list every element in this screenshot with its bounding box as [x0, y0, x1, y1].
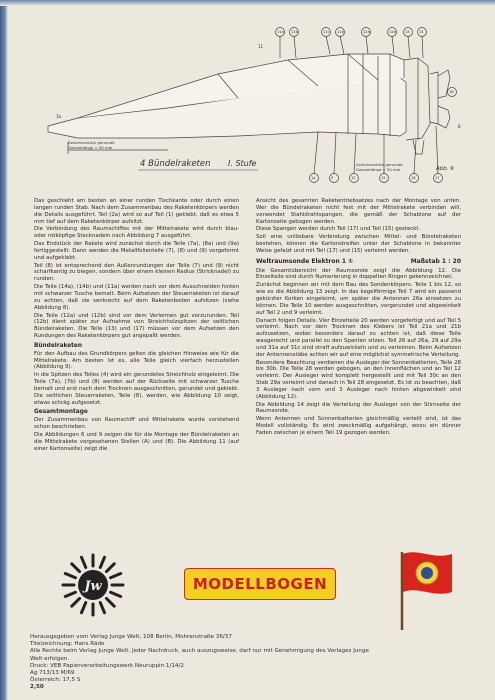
part-label: 14 — [419, 29, 424, 34]
part-label: 13 — [405, 29, 410, 34]
paragraph: Die Abbildungen 6 und 9 zeigen die für die Montage der Bündelraketen an die Mittelrakete vorgesehenen Stellen (A) und (B). Die Abbildung 11 (auf einer Kartonseite) zeigt die — [34, 432, 239, 452]
imprint-line: Druck: VEB Papierverarbeitungswerk Neuruppin 1/14/2 — [30, 662, 184, 669]
part-label: 11c — [323, 29, 330, 34]
imprint-line: Welt erfolgen. — [30, 655, 70, 662]
left-column — [34, 198, 239, 454]
paragraph: Das Endstück der Rakete wird zunächst durch die Teile (7a), (8a) und (9a) fertiggestellt. Dann werden die Metallfolienteile (7), (8) und (9) vorgeformt und aufgeklebt. — [34, 241, 239, 261]
part-label: 17 — [435, 175, 440, 180]
sun-ray — [106, 564, 114, 572]
rocket-diagram — [18, 14, 486, 194]
imprint — [30, 634, 460, 692]
part-label: 12a — [363, 29, 370, 34]
footer — [30, 542, 460, 692]
paragraph: Besondere Beachtung verdienen die Ausleger der Sonnenbatterien, Teile 28 bis 30b. Die Teile 28 werden gebogen, an den Innenflächen und an Teil 12 verleimt. Der Ausleger wird komplett hergestellt und mit Teil 30c an den Stab 29a verleimt und danach in Teil 28 eingesetzt. Es ist zu beachten, daß 3 Ausleger nach vorn und 3 Ausleger nach hinten abgewinkelt sind (Abbildung 12). — [256, 359, 461, 400]
junge-welt-logo — [60, 552, 126, 618]
part-label: 18 — [449, 89, 454, 94]
section-heading — [256, 259, 461, 266]
paragraph: In die Spitzen des Teiles (4) wird ein gerundetes Streichholz eingeleimt. Die Teile (7a), (7b) und (8) werden auf der Rückseite mit schwarzer Tusche bemalt und erst nach dem Trocknen ausgeschnitten, gerundet und geklebt. Die seitlichen Steuerraketen, Teile (8), werden, wie Abbildung 10 zeigt, etwas schräg aufgesetzt. — [34, 372, 239, 406]
part-label: 11 — [258, 44, 264, 49]
paragraph: Die Gesamtübersicht der Raumsonde zeigt die Abbildung 12. Die Einzelteile sind durch Numerierung in doppelten Ringen gekennzeichnet. — [256, 267, 461, 281]
sun-ray — [82, 557, 86, 567]
part-label: 15 — [381, 175, 386, 180]
buendel-paragraphs — [34, 351, 239, 407]
right-column — [256, 198, 461, 438]
sun-ray — [100, 603, 104, 613]
section-title: Weltraumsonde Elektron 1 — [256, 257, 347, 265]
part-label: 11b — [291, 29, 298, 34]
flag-emblem — [388, 546, 460, 636]
gesamt-paragraphs — [34, 417, 239, 452]
cover-edge — [0, 0, 8, 700]
paragraph: Die Abbildung 14 zeigt die Verteilung der Ausleger von der Stirnseite der Raumsonde. — [256, 401, 461, 415]
right-paragraphs-top — [256, 198, 461, 255]
stage-caption-suffix: I. Stufe — [228, 159, 257, 168]
stage-caption: 4 Bündelraketen — [140, 159, 211, 169]
sun-ray — [65, 592, 75, 596]
cover-top-edge — [0, 0, 495, 6]
paragraph: Soll eine unlösbare Verbindung zwischen Mittel- und Bündelraketen bestehen, können die Kartonstreifen unter der Schablone in bekannter Weise gefalzt und mit Teil (17) und (15) verleimt werden. — [256, 234, 461, 254]
paragraph: Teil (8) ist entsprechend den Außenrundungen der Teile (7) und (9) nicht scharfkantig zu biegen, sondern über einem kleinen Radius (Stricknadel) zu runden. — [34, 262, 239, 283]
heading-gesamtmontage: Gesamtmontage — [34, 409, 88, 416]
note-left-2: Gesamtlänge = 90 mm — [68, 145, 113, 150]
paragraph: Die Teile (12a) und (12b) sind vor dem Verleimen gut vorzurunden. Teil (12b) dient später zur Aufnahme von Streichholzspitzen der seitlichen Bündelraketen. Die Teile (13) und (17) müssen vor dem Aufsetzen den Rundungen des Raketenkörpers gut angepaßt werden. — [34, 312, 239, 340]
part-label: 11a — [277, 29, 284, 34]
paragraph: Wenn Antennen und Sonnenbatterien gleichmäßig verteilt sind, ist das Modell vollständig. Es wird zweckmäßig aufgehängt, wozu ein dünner Faden zwischen je einem Teil 19 gezogen werden. — [256, 416, 461, 436]
sun-ray — [106, 598, 114, 606]
sun-ray — [65, 574, 75, 578]
badge-text: MODELLBOGEN — [192, 575, 328, 593]
sun-ray — [111, 592, 121, 596]
section-circle: ① — [348, 257, 354, 265]
note-right-2: Gesamtlänge = 30 mm — [356, 167, 401, 172]
imprint-line: Ag 713/13 M/69 — [30, 670, 75, 677]
figure-number: Abb. 9 — [436, 166, 454, 172]
paragraph: Für den Aufbau des Grundkörpers gelten die gleichen Hinweise wie für die Mittelrakete. Am besten ist es, alle Teile gleich vierfach herzustellen (Abbildung 9). — [34, 350, 239, 371]
imprint-line: 2,50 — [30, 684, 44, 691]
part-label: 12b — [389, 29, 396, 34]
note-right-1: Zwischenstück gerundet — [356, 162, 403, 167]
part-label: 16 — [411, 175, 416, 180]
paragraph: Das geschieht am besten an einer runden Tischkante oder durch einen langen runden Stab. Nach dem Zusammenbau des Raketenkörpers werden die Details ausgeführt. Teil (2a) wird so auf Teil (1) geklebt, daß es etwa 5 mm tief auf dem Raketenkörper aufsitzt. — [34, 198, 239, 225]
imprint-line: Alle Rechte beim Verlag Junge Welt. Jeder Nachdruck, auch auszugsweise, darf nur mit Genehmigung des Verlages Junge — [30, 648, 369, 655]
part-label: 11d — [337, 29, 344, 34]
heading-buendelraketen: Bündelraketen — [34, 342, 82, 349]
paragraph: Der Zusammenbau von Raumschiff und Mittelrakete wurde vorstehend schon beschrieben. — [34, 417, 239, 431]
sun-ray — [72, 564, 80, 572]
paragraph: Diese Spangen werden durch Teil (17) und Teil (15) gesteckt. — [256, 226, 421, 233]
logo-text: Jw — [84, 579, 102, 594]
part-label: 9 — [331, 175, 334, 180]
sun-ray — [72, 598, 80, 606]
imprint-line: Titelzeichnung: Hans Räde — [30, 641, 105, 648]
modellbogen-badge — [184, 568, 336, 600]
sun-ray — [100, 557, 104, 567]
note-left-1: Zwischenstück gerundet — [68, 140, 115, 145]
sun-ray — [111, 574, 121, 578]
left-paragraphs — [34, 198, 239, 340]
right-paragraphs-bottom — [256, 268, 461, 437]
paragraph: Die Verbindung des Raumschiffes mit der Mittelrakete wird durch blau- oder rotköpfige Stecknadeln nach Abbildung 7 ausgeführt. — [34, 226, 239, 240]
part-label: 8 — [458, 124, 461, 129]
imprint-line: Österreich: 17,5 S — [30, 677, 81, 684]
paragraph: Ansicht des gesamten Raketentriebsatzes nach der Montage von unten. Wer die Bündelraketen nicht fest mit der Mittelrakete verbinden will, verwendet Stahldrahtspangen, die gemäß der Schablone auf der Kartonseite gebogen werden. — [256, 198, 461, 225]
part-label: 10 — [351, 175, 356, 180]
paragraph: Danach folgen Details. Vier Einzelteile 20 werden vorgefertigt und auf Teil 5 verleimt. Nach vor dem Trocknen des Klebers ist Teil 21a und 21b aufzusetzen, wobei besonders darauf zu achten ist, daß diese Teile waagerecht und parallel zu den Spanten sitzen. Teil 26 auf 26a, 29 auf 29a und 31a auf 31c sind straff aufzuwickeln und zu verleimen. Beim Aufsetzen der Antennenstäbe achten wir auf eine möglichst symmetrische Verteilung. — [256, 317, 461, 358]
sun-ray — [82, 603, 86, 613]
scale-label: Maßstab 1 : 20 — [410, 257, 461, 265]
part-label: 1a — [311, 175, 316, 180]
imprint-line: Herausgegeben vom Verlag Junge Welt, 108 Berlin, Mohrenstraße 36/37 — [30, 634, 232, 640]
part-label: 1b — [56, 114, 62, 119]
paragraph: Zunächst beginnen wir mit dem Bau des Sondenkörpers. Teile 1 bis 12, so wie es die Abbildung 13 zeigt. In das kegelförmige Teil 7 wird ein passend gekürzter Korken eingeleimt, um später die Antennen 26a einsetzen zu können. Die Teile 10 werden ausgeschnitten, vorgerundet und abgewinkelt auf Teil 2 und 9 verleimt. — [256, 282, 461, 316]
paragraph: Die Teile (14a), (14b) und (11a) werden nach vor dem Ausschneiden hinten mit schwarzer Tusche bemalt. Beim Aufsetzen der Steuerraketen ist darauf zu achten, daß sie senkrecht auf dem Raketenboden aufsitzen (siehe Abbildung 8). — [34, 284, 239, 311]
